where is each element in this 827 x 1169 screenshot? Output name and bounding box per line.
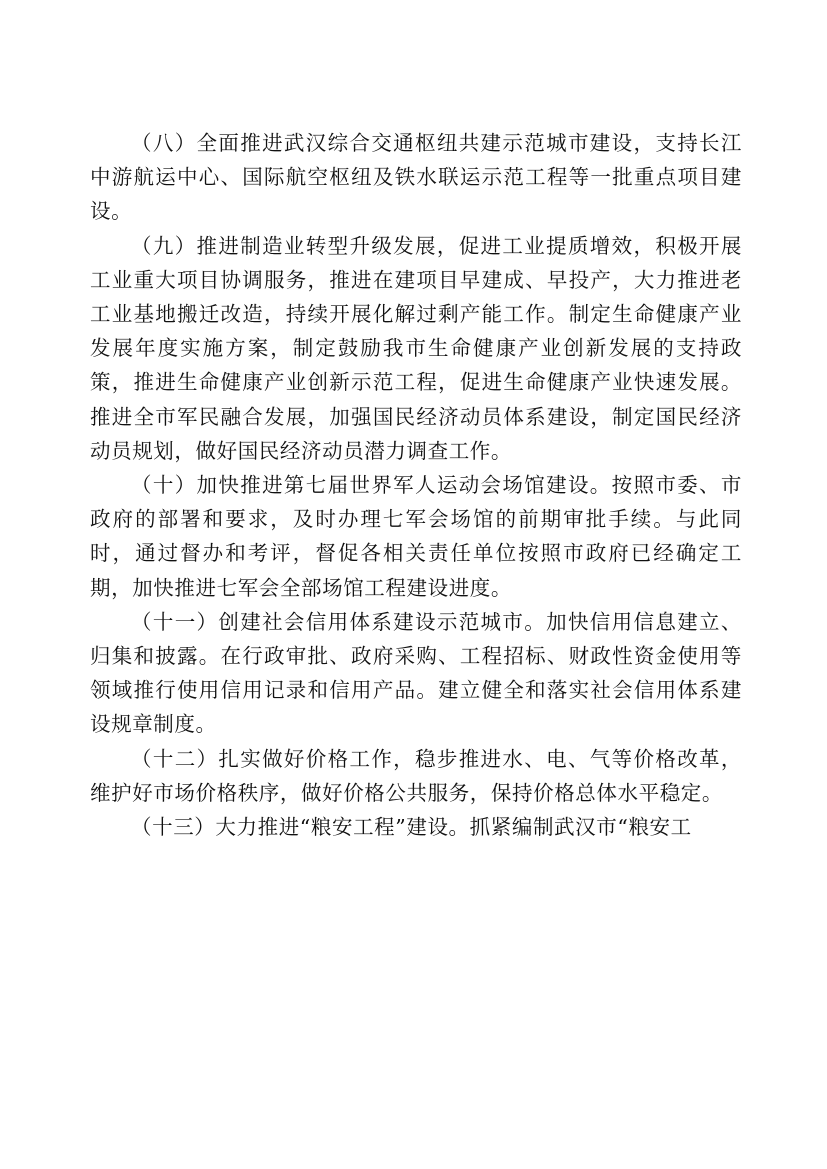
paragraph-13: （十三）大力推进“粮安工程”建设。抓紧编制武汉市“粮安工 [131, 815, 692, 840]
paragraph-12: （十二）扎实做好价格工作，稳步推进水、电、气等价格改革，维护好市场价格秩序，做好价格公共服务，保持价格总体水平稳定。 [90, 746, 742, 805]
paragraph-8: （八）全面推进武汉综合交通枢纽共建示范城市建设，支持长江中游航运中心、国际航空枢纽及铁水联运示范工程等一批重点项目建设。 [90, 131, 742, 224]
document-page [90, 126, 742, 844]
paragraph-10: （十）加快推进第七届世界军人运动会场馆建设。按照市委、市政府的部署和要求，及时办理七军会场馆的前期审批手续。与此同时，通过督办和考评，督促各相关责任单位按照市政府已经确定工期，加快推进七军会全部场馆工程建设进度。 [90, 473, 742, 600]
paragraph-11: （十一）创建社会信用体系建设示范城市。加快信用信息建立、归集和披露。在行政审批、政府采购、工程招标、财政性资金使用等领域推行使用信用记录和信用产品。建立健全和落实社会信用体系建设规章制度。 [90, 609, 742, 737]
paragraph-9: （九）推进制造业转型升级发展，促进工业提质增效，积极开展工业重大项目协调服务，推进在建项目早建成、早投产，大力推进老工业基地搬迁改造，持续开展化解过剩产能工作。制定生命健康产业发展年度实施方案，制定鼓励我市生命健康产业创新发展的支持政策，推进生命健康产业创新示范工程，促进生命健康产业快速发展。推进全市军民融合发展，加强国民经济动员体系建设，制定国民经济动员规划，做好国民经济动员潜力调查工作。 [90, 233, 742, 463]
